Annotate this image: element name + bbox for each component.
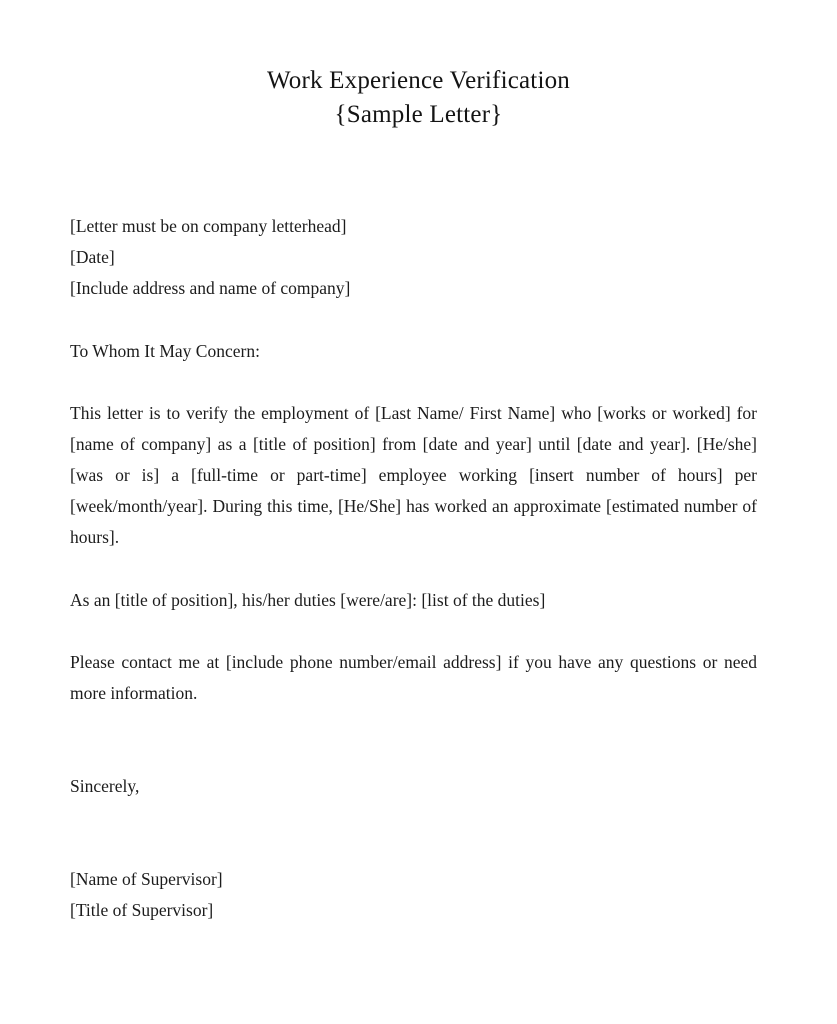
signature-block bbox=[70, 864, 757, 926]
letter-title: Work Experience Verification bbox=[267, 67, 570, 94]
duties-paragraph: As an [title of position], his/her duties [were/are]: [list of the duties] bbox=[70, 590, 546, 610]
contact-paragraph: Please contact me at [include phone number/email address] if you have any questions or need more information. bbox=[70, 652, 757, 703]
verification-paragraph-block bbox=[70, 398, 757, 553]
letterhead-placeholder: [Letter must be on company letterhead] bbox=[70, 216, 347, 236]
verification-paragraph: This letter is to verify the employment of [Last Name/ First Name] who [works or worked] for [name of company] as a [title of position] from [date and year] until [date and year]. [He/she] [was or is] a [full-time or part-time] employee working [insert number of hours] per [week/month/year]. During this time, [He/She] has worked an approximate [estimated number of hours]. bbox=[70, 403, 757, 547]
company-address-placeholder: [Include address and name of company] bbox=[70, 278, 351, 298]
letter-title-block bbox=[0, 64, 837, 132]
salutation: To Whom It May Concern: bbox=[70, 341, 260, 361]
letter-header-block bbox=[70, 211, 757, 304]
duties-paragraph-block bbox=[70, 585, 757, 616]
date-placeholder: [Date] bbox=[70, 247, 115, 267]
contact-paragraph-block bbox=[70, 647, 757, 709]
supervisor-title-placeholder: [Title of Supervisor] bbox=[70, 900, 214, 920]
supervisor-name-placeholder: [Name of Supervisor] bbox=[70, 869, 223, 889]
letter-subtitle: {Sample Letter} bbox=[334, 101, 503, 128]
closing: Sincerely, bbox=[70, 776, 140, 796]
closing-block bbox=[70, 771, 757, 802]
salutation-block bbox=[70, 336, 757, 367]
